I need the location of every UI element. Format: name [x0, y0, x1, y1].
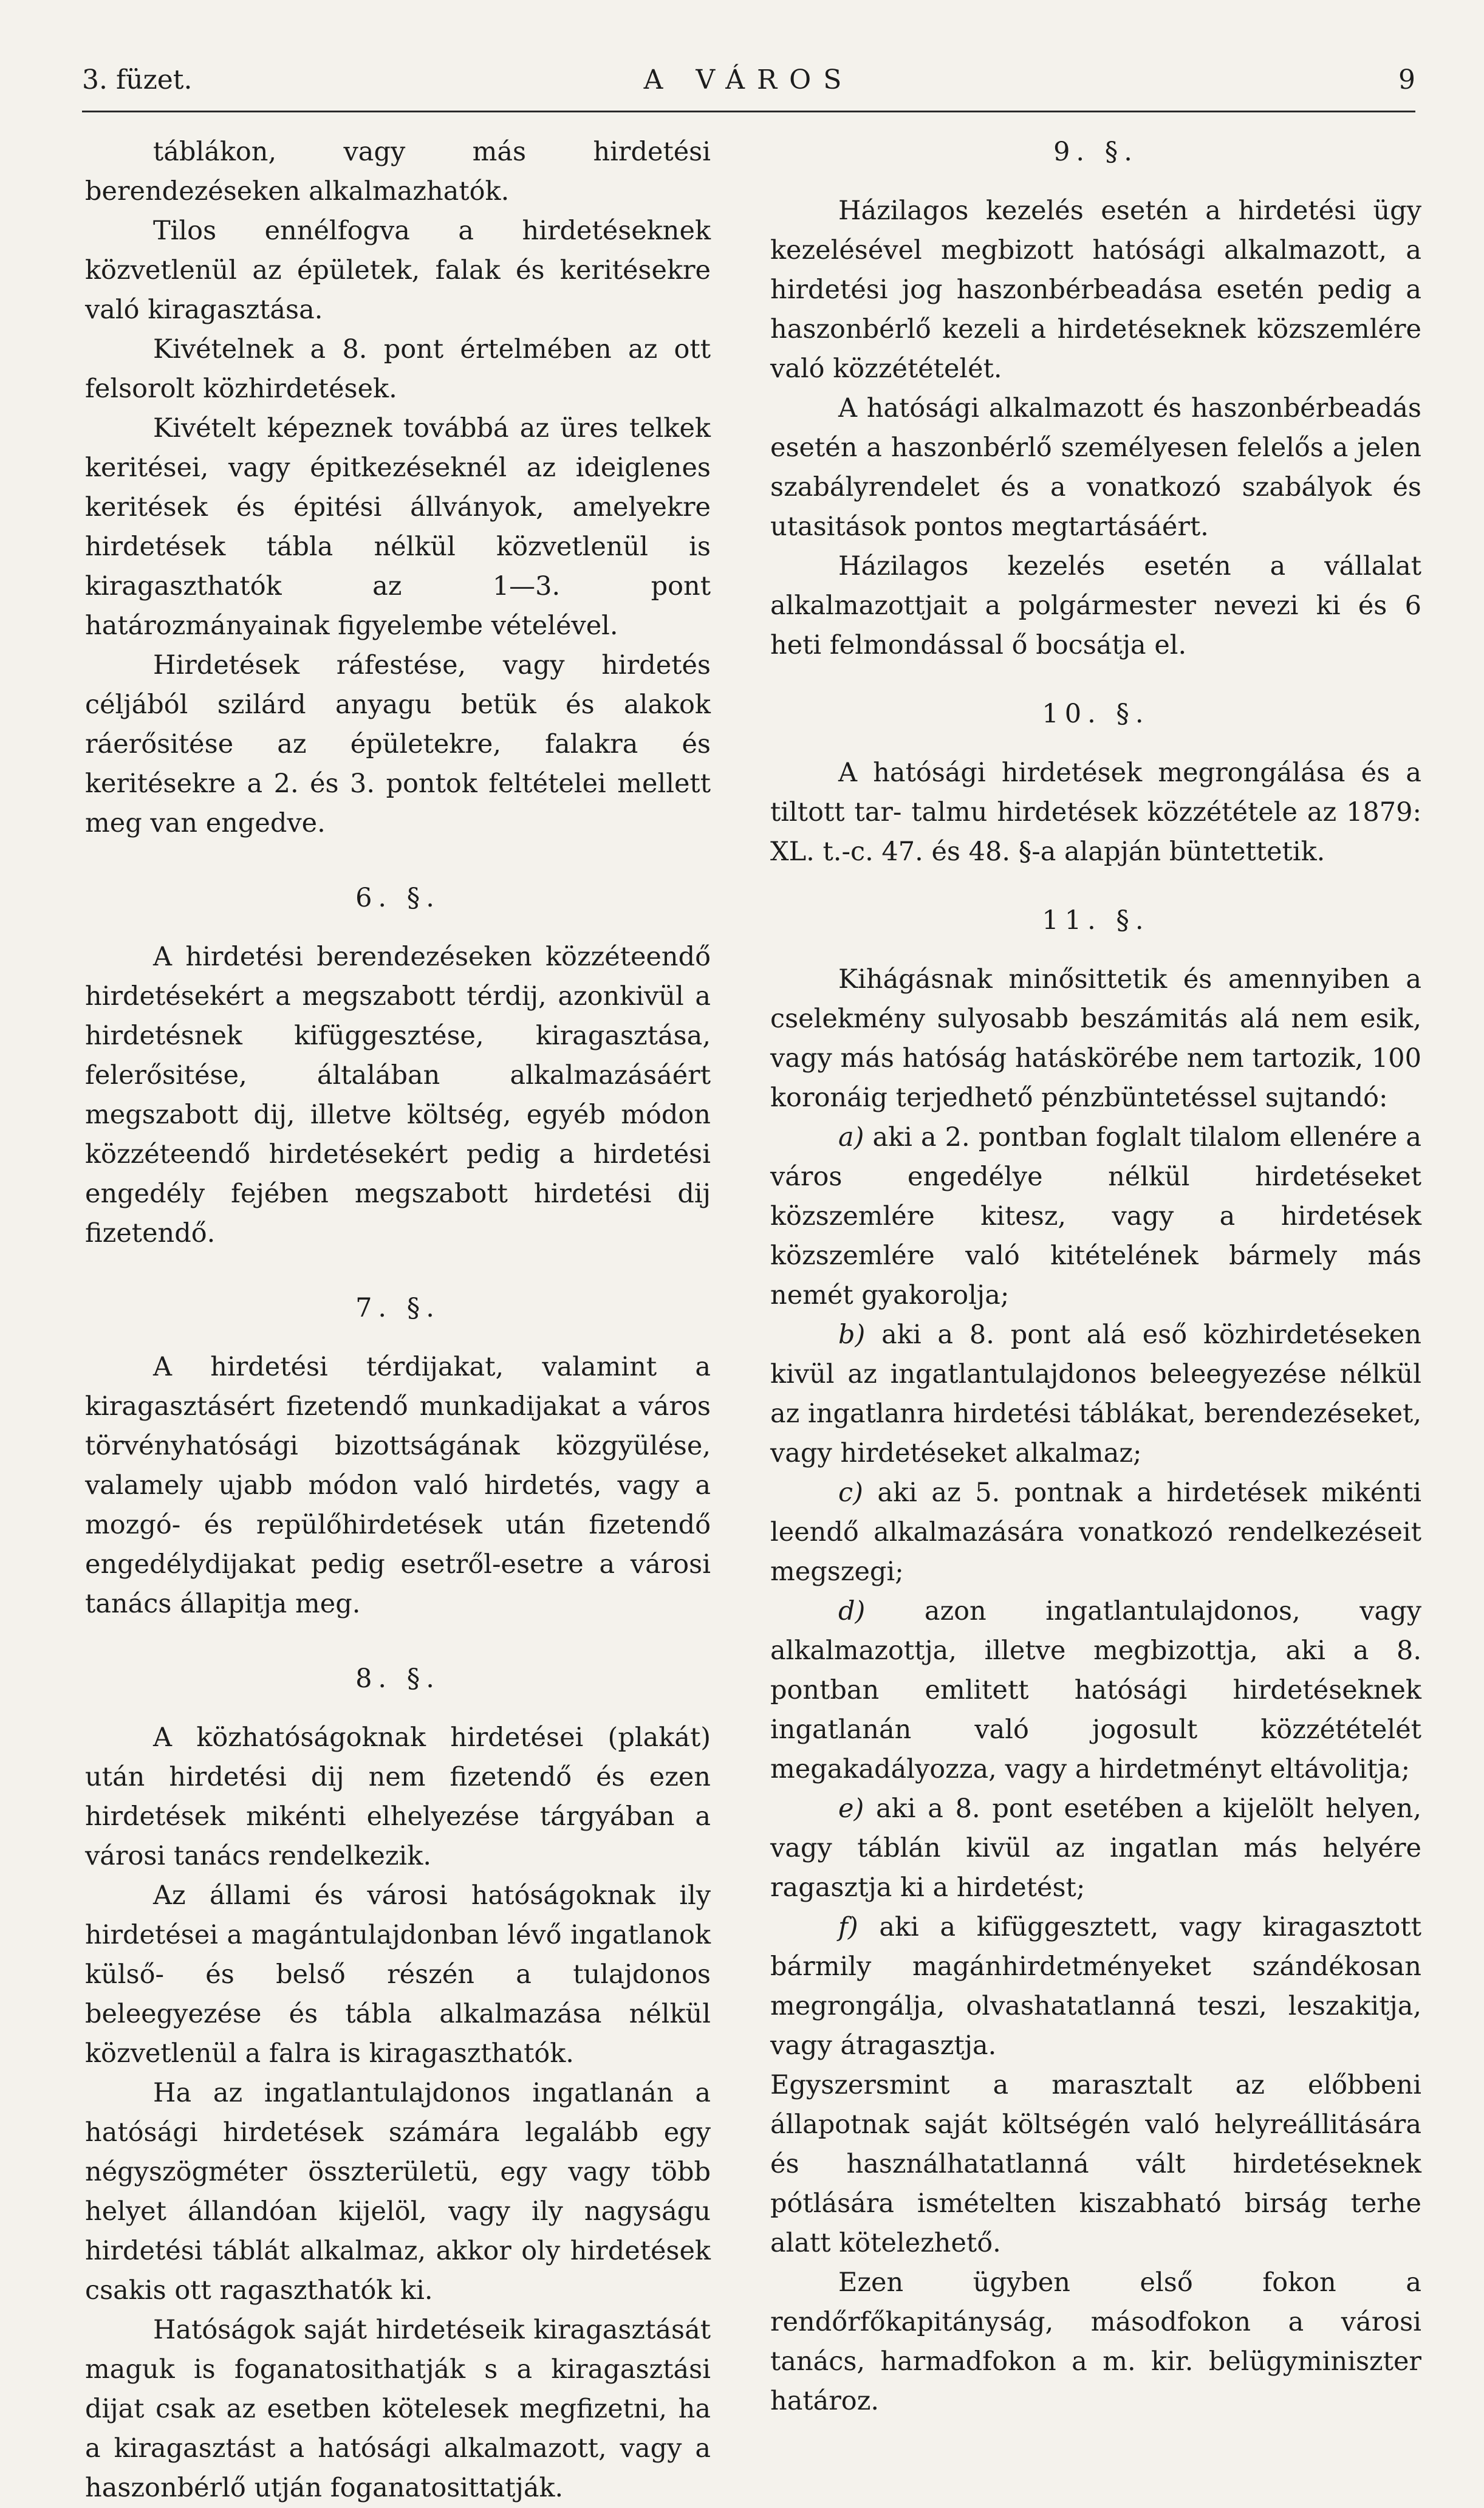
paragraph: Hirdetések ráfestése, vagy hirdetés céljából szilárd anyagu betük és alakok ráerősitése az épületekre, falakra és keritésekre a 2. és 3. pontok feltételei mellett meg van engedve. — [85, 650, 711, 838]
paragraph: A közhatóságoknak hirdetései (plakát) után hirdetési dij nem fizetendő és ezen hirdetések mikénti elhelyezése tárgyában a városi tanács rendelkezik. — [85, 1722, 711, 1871]
right-column — [770, 132, 1421, 2421]
item-text: aki a kifüggesztett, vagy kiragasztott bármily magánhirdetményeket szándékosan megrongálja, olvashatatlanná teszi, leszakitja, vagy átragasztja. — [770, 1912, 1421, 2061]
item-text: aki a 2. pontban foglalt tilalom ellenére a város engedélye nélkül hirdetéseket közszemlére kitesz, vagy a hirdetések közszemlére való kitételének bármely más nemét gyakorolja; — [770, 1122, 1422, 1311]
paragraph: Az állami és városi hatóságoknak ily hirdetései a magántulajdonban lévő ingatlanok külső- és belső részén a tulajdonos beleegyezése és tábla alkalmazása nélkül közvetlenül a falra is kiragaszthatók. — [85, 1880, 711, 2069]
item-text: aki az 5. pontnak a hirdetések mikénti leendő alkalmazására vonatkozó rendelkezéseit megszegi; — [770, 1478, 1421, 1587]
paragraph: A hirdetési berendezéseken közzéteendő hirdetésekért a megszabott térdij, azonkivül a hirdetésnek kifüggesztése, kiragasztása, felerősitése, általában alkalmazásáért megszabott dij, illetve költség, egyéb módon közzéteendő hirdetésekért pedig a hirdetési engedély fejében megszabott hirdetési dij fizetendő. — [85, 942, 711, 1249]
paragraph: Kihágásnak minősittetik és amennyiben a cselekmény sulyosabb beszámitás alá nem esik, vagy más hatóság hatáskörébe nem tartozik, 100 koronáig terjedhető pénzbüntetéssel sujtandó: — [770, 964, 1421, 1113]
item-label: c) — [838, 1478, 863, 1508]
item-label: e) — [838, 1794, 864, 1824]
paragraph: Házilagos kezelés esetén a hirdetési ügy kezelésével megbizott hatósági alkalmazott, a hirdetési jog haszonbérbeadása esetén pedig a haszonbérlő kezeli a hirdetéseknek közszemlére való közzétételét. — [770, 196, 1421, 384]
item-text: azon ingatlantulajdonos, vagy alkalmazottja, illetve megbizottja, aki a 8. pontban emlitett hatósági hirdetéseknek ingatlanán való jogosult közzétételét megakadályozza, vagy a hirdetményt eltávolitja; — [770, 1596, 1421, 1784]
page-number: 9 — [1398, 64, 1415, 95]
paragraph: Kivételt képeznek továbbá az üres telkek keritései, vagy épitkezéseknél az ideiglenes keritések és épitési állványok, amelyekre hirdetések tábla nélkül közvetlenül is kiragaszthatók az 1—3. pont határozmányainak figyelembe vételével. — [85, 413, 711, 641]
paragraph: A hirdetési térdijakat, valamint a kiragasztásért fizetendő munkadijakat a város törvényhatósági bizottságának közgyülése, valamely ujabb módon való hirdetés, vagy a mozgó- és repülőhirdetések után fizetendő engedélydijakat pedig esetről-esetre a városi tanács állapitja meg. — [85, 1352, 711, 1619]
left-column — [85, 132, 711, 2508]
item-label: d) — [838, 1596, 866, 1626]
list-item — [770, 1592, 1421, 1789]
list-item — [770, 1908, 1421, 2066]
list-item — [770, 1473, 1421, 1592]
issue-number: 3. füzet. — [82, 64, 193, 95]
section-heading: 8. §. — [355, 1663, 440, 1694]
list-item — [770, 1789, 1421, 1908]
paragraph: Egyszersmint a marasztalt az előbbeni állapotnak saját költségén való helyreállitására és használhatatlanná vált hirdetéseknek pótlására ismételten kiszabható birság terhe alatt kötelezhető. — [770, 2070, 1421, 2258]
section-heading: 9. §. — [1053, 137, 1138, 167]
paragraph: Hatóságok saját hirdetéseik kiragasztását maguk is foganatosithatják s a kiragasztási dijat csak az esetben kötelesek megfizetni, ha a kiragasztást a hatósági alkalmazott, vagy a haszonbérlő utján foganatosittatják. — [85, 2315, 711, 2503]
item-text: aki a 8. pont esetében a kijelölt helyen, vagy táblán kivül az ingatlan más helyére ragasztja ki a hirdetést; — [770, 1794, 1421, 1903]
item-text: aki a 8. pont alá eső közhirdetéseken kivül az ingatlantulajdonos beleegyezése nélkül az ingatlanra hirdetési táblákat, berendezéseket, vagy hirdetéseket alkalmaz; — [770, 1320, 1421, 1468]
item-label: f) — [838, 1912, 858, 1942]
paragraph: Tilos ennélfogva a hirdetéseknek közvetlenül az épületek, falak és keritésekre való kiragasztása. — [85, 216, 711, 325]
paragraph: A hatósági hirdetések megrongálása és a tiltott tar- talmu hirdetések közzététele az 1879: XL. t.-c. 47. és 48. §-a alapján büntettetik. — [770, 758, 1421, 867]
item-label: a) — [838, 1122, 864, 1153]
section-heading: 10. §. — [1042, 699, 1150, 729]
running-header — [82, 56, 1415, 112]
paragraph: Kivételnek a 8. pont értelmében az ott felsorolt közhirdetések. — [85, 334, 711, 404]
item-label: b) — [838, 1320, 866, 1350]
paragraph: A hatósági alkalmazott és haszonbérbeadás esetén a haszonbérlő személyesen felelős a jelen szabályrendelet és a vonatkozó szabályok és utasitások pontos megtartásáért. — [770, 393, 1421, 542]
section-heading: 6. §. — [355, 883, 440, 913]
paragraph: Ezen ügyben első fokon a rendőrfőkapitányság, másodfokon a városi tanács, harmadfokon a m. kir. belügyminiszter határoz. — [770, 2267, 1421, 2416]
paragraph: Ha az ingatlantulajdonos ingatlanán a hatósági hirdetések számára legalább egy négyszögméter összterületü, egy vagy több helyet állandóan kijelöl, vagy ily nagyságu hirdetési táblát alkalmaz, akkor oly hirdetések csakis ott ragaszthatók ki. — [85, 2078, 711, 2306]
list-item — [770, 1118, 1421, 1315]
section-heading: 11. §. — [1042, 905, 1150, 936]
section-heading: 7. §. — [355, 1293, 440, 1323]
journal-title: A VÁROS — [643, 64, 854, 95]
list-item — [770, 1315, 1421, 1473]
paragraph: Házilagos kezelés esetén a vállalat alkalmazottjait a polgármester nevezi ki és 6 heti felmondással ő bocsátja el. — [770, 551, 1421, 660]
paragraph: táblákon, vagy más hirdetési berendezéseken alkalmazhatók. — [85, 137, 711, 207]
